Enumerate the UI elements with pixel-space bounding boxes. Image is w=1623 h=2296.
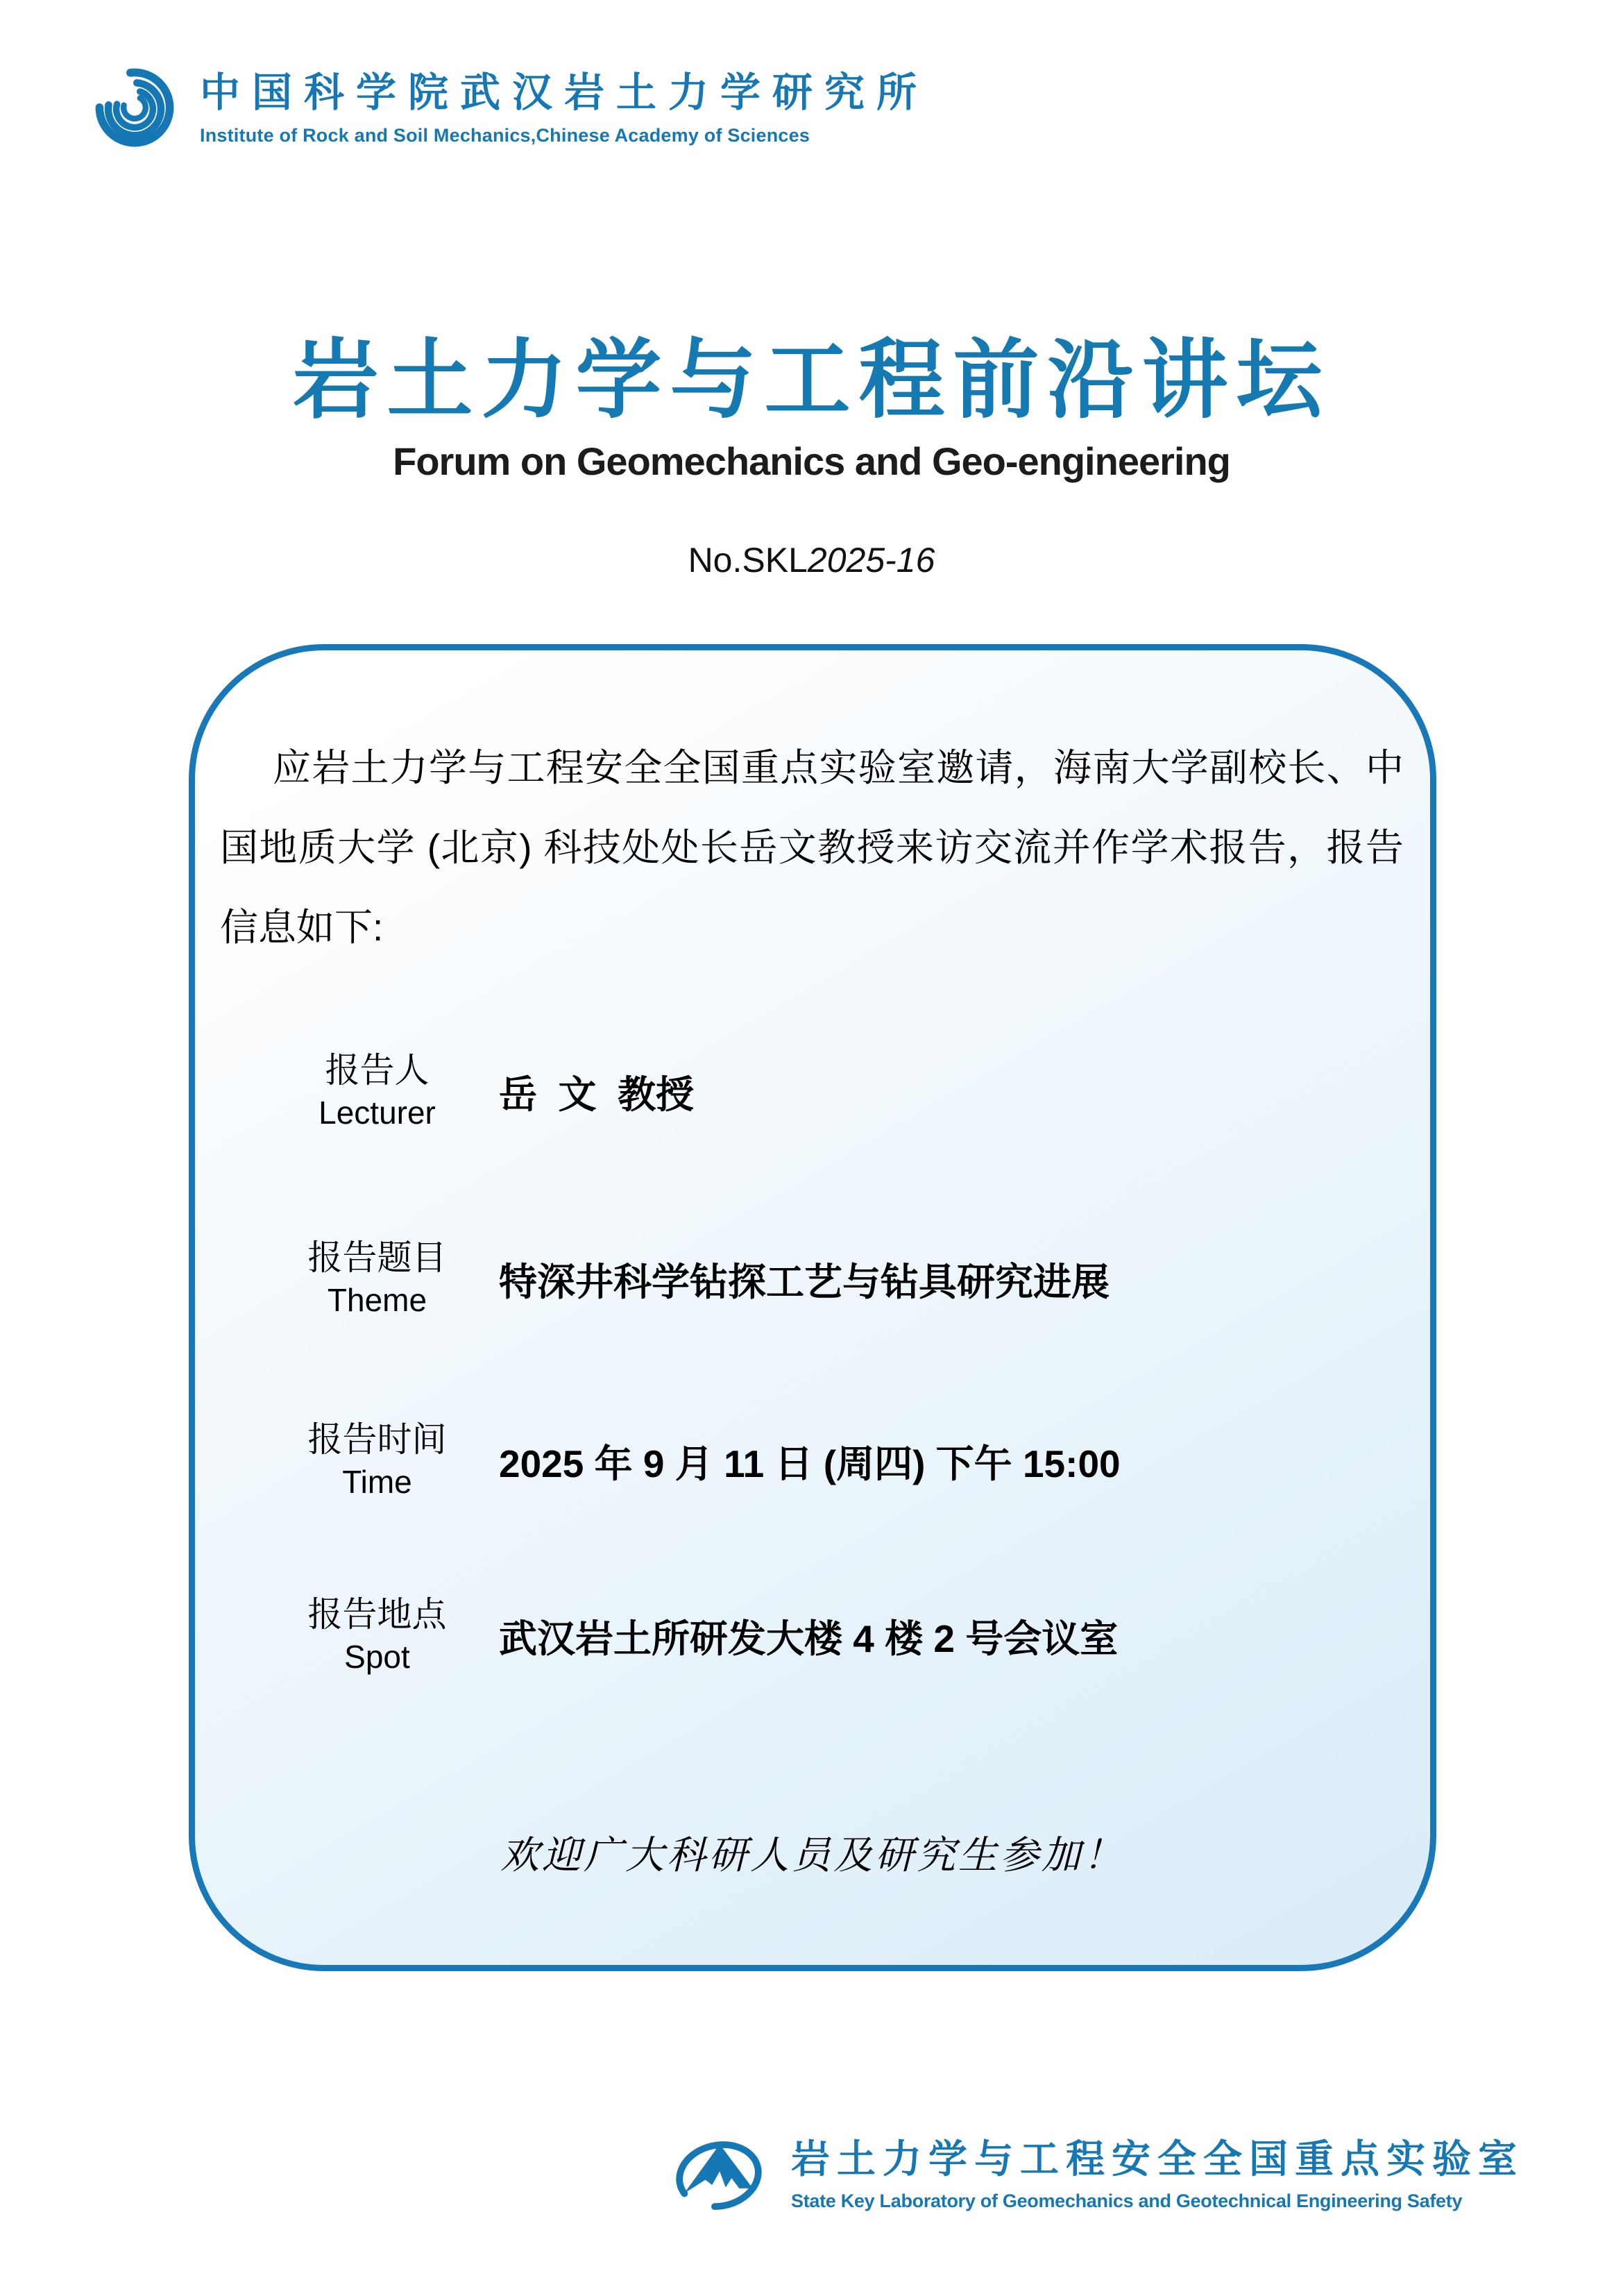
institute-name-block [200, 67, 928, 146]
lecturer-label [261, 1049, 493, 1133]
lecturer-label-en: Lecturer [318, 1095, 436, 1131]
institute-name-zh: 中国科学院武汉岩土力学研究所 [200, 70, 929, 115]
institute-name-en: Institute of Rock and Soil Mechanics,Chinese Academy of Sciences [200, 125, 810, 146]
time-value: 2025 年 9 月 11 日 (周四) 下午 15:00 [499, 1442, 1121, 1485]
time-row [261, 1408, 1121, 1512]
lab-name-block [791, 2135, 1524, 2212]
spot-label-en: Spot [344, 1639, 410, 1675]
page-subtitle: Forum on Geomechanics and Geo-engineering [393, 439, 1230, 483]
welcome-line: 欢迎广大科研人员及研究生参加！ [500, 1833, 1125, 1878]
lab-name-en: State Key Laboratory of Geomechanics and Geotechnical Engineering Safety [791, 2191, 1463, 2211]
time-label-zh: 报告时间 [307, 1420, 447, 1459]
state-key-lab-logo [656, 2135, 1524, 2220]
lecturer-value: 岳 文 教授 [499, 1072, 695, 1116]
theme-value: 特深井科学钻探工艺与钻具研究进展 [499, 1260, 1110, 1303]
spot-value: 武汉岩土所研发大楼 4 楼 2 号会议室 [499, 1617, 1119, 1660]
theme-label-zh: 报告题目 [307, 1238, 447, 1277]
issue-prefix: No.SKL [688, 541, 808, 580]
institute-logo [87, 67, 928, 147]
theme-label [261, 1236, 493, 1321]
mountain-swoosh-icon [656, 2135, 781, 2220]
theme-row [261, 1226, 1110, 1331]
issue-number-line [0, 540, 1623, 580]
time-label-en: Time [342, 1464, 412, 1500]
theme-label-en: Theme [327, 1282, 427, 1318]
lecturer-row [261, 1039, 694, 1143]
lecturer-label-zh: 报告人 [325, 1051, 430, 1090]
spot-label-zh: 报告地点 [307, 1595, 447, 1634]
lab-name-zh: 岩土力学与工程安全全国重点实验室 [791, 2137, 1524, 2181]
nested-crescents-globe-icon [87, 67, 182, 147]
spot-row [261, 1583, 1118, 1687]
time-label [261, 1418, 493, 1503]
lecture-info-card [189, 644, 1436, 1971]
page-title: 岩土力学与工程前沿讲坛 [292, 332, 1331, 428]
invitation-paragraph: 应岩土力学与工程安全全国重点实验室邀请，海南大学副校长、中国地质大学 (北京) 科技处处长岳文教授来访交流并作学术报告，报告信息如下: [220, 746, 1404, 949]
issue-number: 2025-16 [807, 541, 935, 580]
spot-label [261, 1593, 493, 1678]
